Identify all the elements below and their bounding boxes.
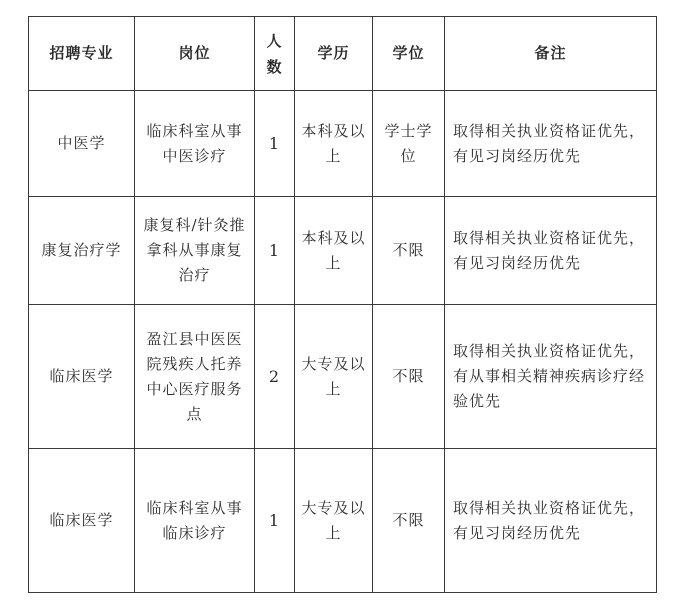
cell-notes: 取得相关执业资格证优先，有见习岗经历优先 [445,91,657,197]
cell-count: 2 [255,305,295,449]
cell-major: 临床医学 [29,449,135,593]
cell-count: 1 [255,197,295,305]
header-position: 岗位 [135,17,255,91]
cell-major: 临床医学 [29,305,135,449]
cell-degree: 不限 [373,449,445,593]
header-row [29,17,657,91]
cell-notes: 取得相关执业资格证优先，有从事相关精神疾病诊疗经验优先 [445,305,657,449]
cell-position: 康复科/针灸推拿科从事康复治疗 [135,197,255,305]
header-major: 招聘专业 [29,17,135,91]
cell-position: 临床科室从事临床诊疗 [135,449,255,593]
cell-count: 1 [255,449,295,593]
table-row [29,305,657,449]
recruitment-table [28,16,657,593]
table-row [29,91,657,197]
recruitment-table-container [28,16,657,593]
cell-education: 大专及以上 [295,449,373,593]
cell-count: 1 [255,91,295,197]
header-degree: 学位 [373,17,445,91]
table-row [29,197,657,305]
cell-major: 中医学 [29,91,135,197]
cell-degree: 学士学位 [373,91,445,197]
cell-notes: 取得相关执业资格证优先，有见习岗经历优先 [445,197,657,305]
cell-degree: 不限 [373,197,445,305]
cell-notes: 取得相关执业资格证优先，有见习岗经历优先 [445,449,657,593]
header-notes: 备注 [445,17,657,91]
cell-position: 临床科室从事中医诊疗 [135,91,255,197]
table-row [29,449,657,593]
header-education: 学历 [295,17,373,91]
cell-education: 本科及以上 [295,91,373,197]
header-count [255,17,295,91]
cell-degree: 不限 [373,305,445,449]
cell-education: 大专及以上 [295,305,373,449]
header-count-label: 人数 [266,31,283,76]
cell-position: 盈江县中医医院残疾人托养中心医疗服务点 [135,305,255,449]
cell-major: 康复治疗学 [29,197,135,305]
cell-education: 本科及以上 [295,197,373,305]
